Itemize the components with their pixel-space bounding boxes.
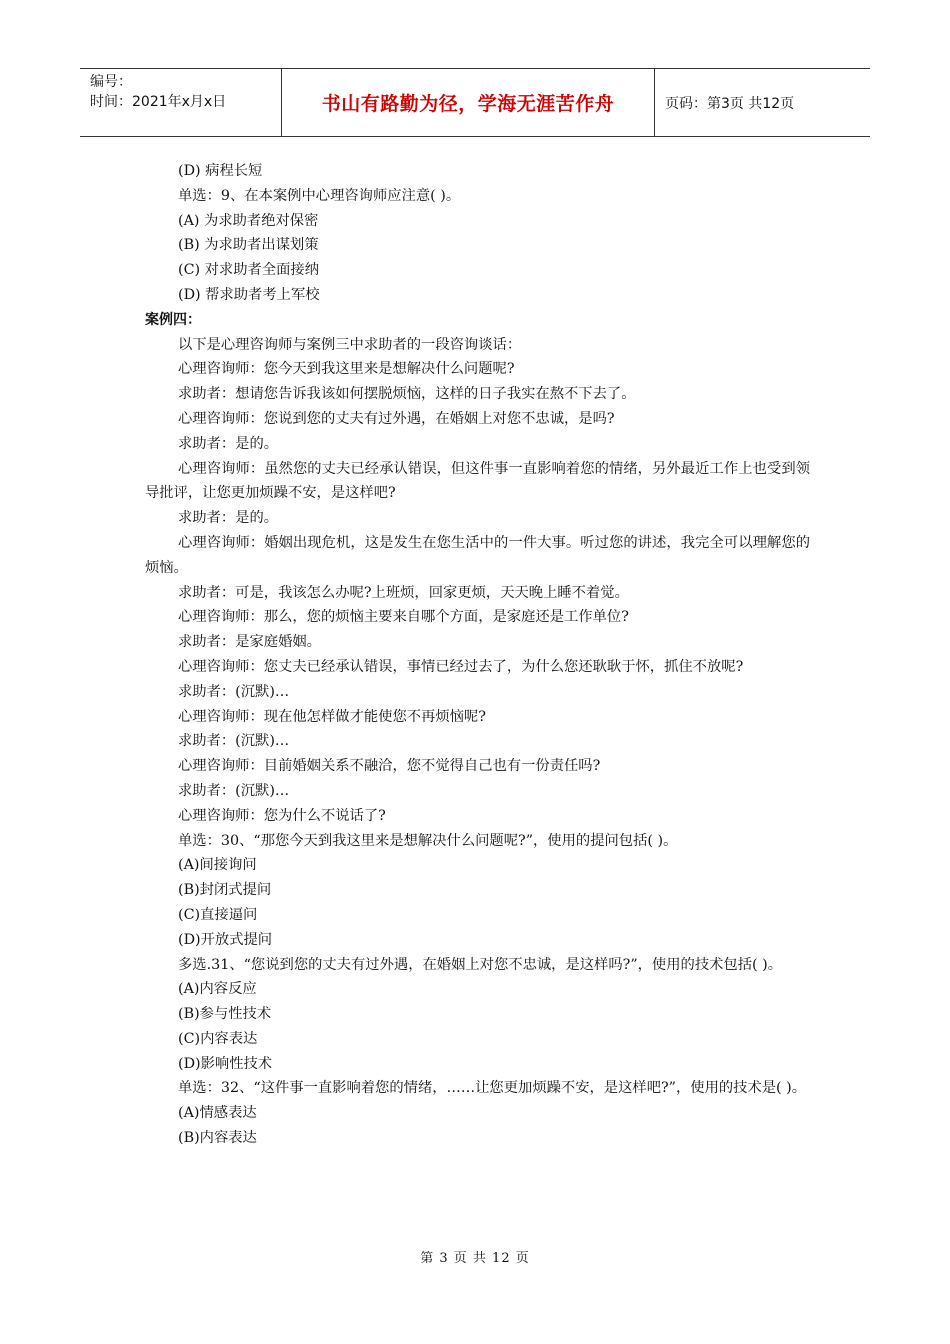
- text-line: (A) 为求助者绝对保密: [178, 212, 319, 229]
- text-line: (A)内容反应: [178, 981, 257, 998]
- code-label: 编号：: [90, 74, 132, 90]
- text-line: (A)情感表达: [178, 1105, 257, 1122]
- text-line: (D)开放式提问: [178, 931, 273, 948]
- text-line: 心理咨询师：您为什么不说话了?: [178, 807, 386, 824]
- text-line: 心理咨询师：您说到您的丈夫有过外遇，在婚姻上对您不忠诚，是吗?: [178, 410, 615, 427]
- text-line: 心理咨询师：您丈夫已经承认错误，事情已经过去了，为什么您还耿耿于怀，抓住不放呢?: [178, 658, 744, 675]
- text-line: (A)间接询问: [178, 857, 257, 874]
- header-meta: [80, 69, 282, 136]
- text-line: 单选：32、“这件事一直影响着您的情绪，……让您更加烦躁不安，是这样吧?”，使用的技术是( )。: [178, 1080, 807, 1097]
- section-heading: 案例四：: [145, 311, 201, 328]
- text-line: 求助者：想请您告诉我该如何摆脱烦恼，这样的日子我实在熬不下去了。: [178, 386, 636, 403]
- text-line: (D)影响性技术: [178, 1055, 273, 1072]
- text-line: (D) 病程长短: [178, 163, 263, 179]
- text-line: 以下是心理咨询师与案例三中求助者的一段咨询谈话：: [178, 336, 522, 353]
- date-line: 时间：2021年x月x日: [90, 94, 227, 110]
- text-line: (C)直接逼问: [178, 906, 258, 923]
- text-line: (B)内容表达: [178, 1130, 257, 1147]
- text-line: 求助者：是的。: [178, 510, 279, 527]
- page-header: [80, 68, 870, 137]
- text-line: (B)封闭式提问: [178, 882, 272, 899]
- text-line: 心理咨询师：现在他怎样做才能使您不再烦恼呢?: [178, 708, 486, 725]
- text-line: 求助者：(沉默)…: [178, 782, 290, 799]
- text-line: 单选：9、在本案例中心理咨询师应注意( )。: [178, 187, 461, 204]
- text-line: 求助者：是家庭婚姻。: [178, 634, 321, 651]
- header-page-info: 页码：第3页 共12页: [665, 95, 795, 112]
- text-line: 心理咨询师：您今天到我这里来是想解决什么问题呢?: [178, 361, 515, 378]
- text-line: 心理咨询师：目前婚姻关系不融洽，您不觉得自己也有一份责任吗?: [178, 758, 601, 775]
- document-body: [145, 159, 810, 1151]
- text-line: (B)参与性技术: [178, 1006, 272, 1023]
- text-line: 求助者：可是，我该怎么办呢?上班烦，回家更烦，天天晚上睡不着觉。: [178, 584, 629, 601]
- page-footer: 第 3 页 共 12 页: [420, 1251, 530, 1266]
- text-line: 多选.31、“您说到您的丈夫有过外遇，在婚姻上对您不忠诚，是这样吗?”，使用的技术包括( )。: [178, 956, 782, 973]
- text-line: 心理咨询师：婚姻出现危机，这是发生在您生活中的一件大事。听过您的讲述，我完全可以理解您的烦恼。: [145, 534, 810, 576]
- text-line: 心理咨询师：那么，您的烦恼主要来自哪个方面，是家庭还是工作单位?: [178, 609, 629, 626]
- text-line: (B) 为求助者出谋划策: [178, 237, 319, 254]
- text-line: (D) 帮求助者考上军校: [178, 286, 320, 303]
- header-motto: 书山有路勤为径，学海无涯苦作舟: [282, 69, 655, 136]
- text-line: 单选：30、“那您今天到我这里来是想解决什么问题呢?”，使用的提问包括( )。: [178, 832, 678, 849]
- text-line: 求助者：(沉默)…: [178, 733, 290, 750]
- text-line: 心理咨询师：虽然您的丈夫已经承认错误，但这件事一直影响着您的情绪，另外最近工作上也受到领导批评，让您更加烦躁不安，是这样吧?: [145, 460, 810, 502]
- text-line: 求助者：(沉默)…: [178, 683, 290, 700]
- text-line: (C) 对求助者全面接纳: [178, 262, 320, 279]
- text-line: 求助者：是的。: [178, 435, 279, 452]
- text-line: (C)内容表达: [178, 1030, 258, 1047]
